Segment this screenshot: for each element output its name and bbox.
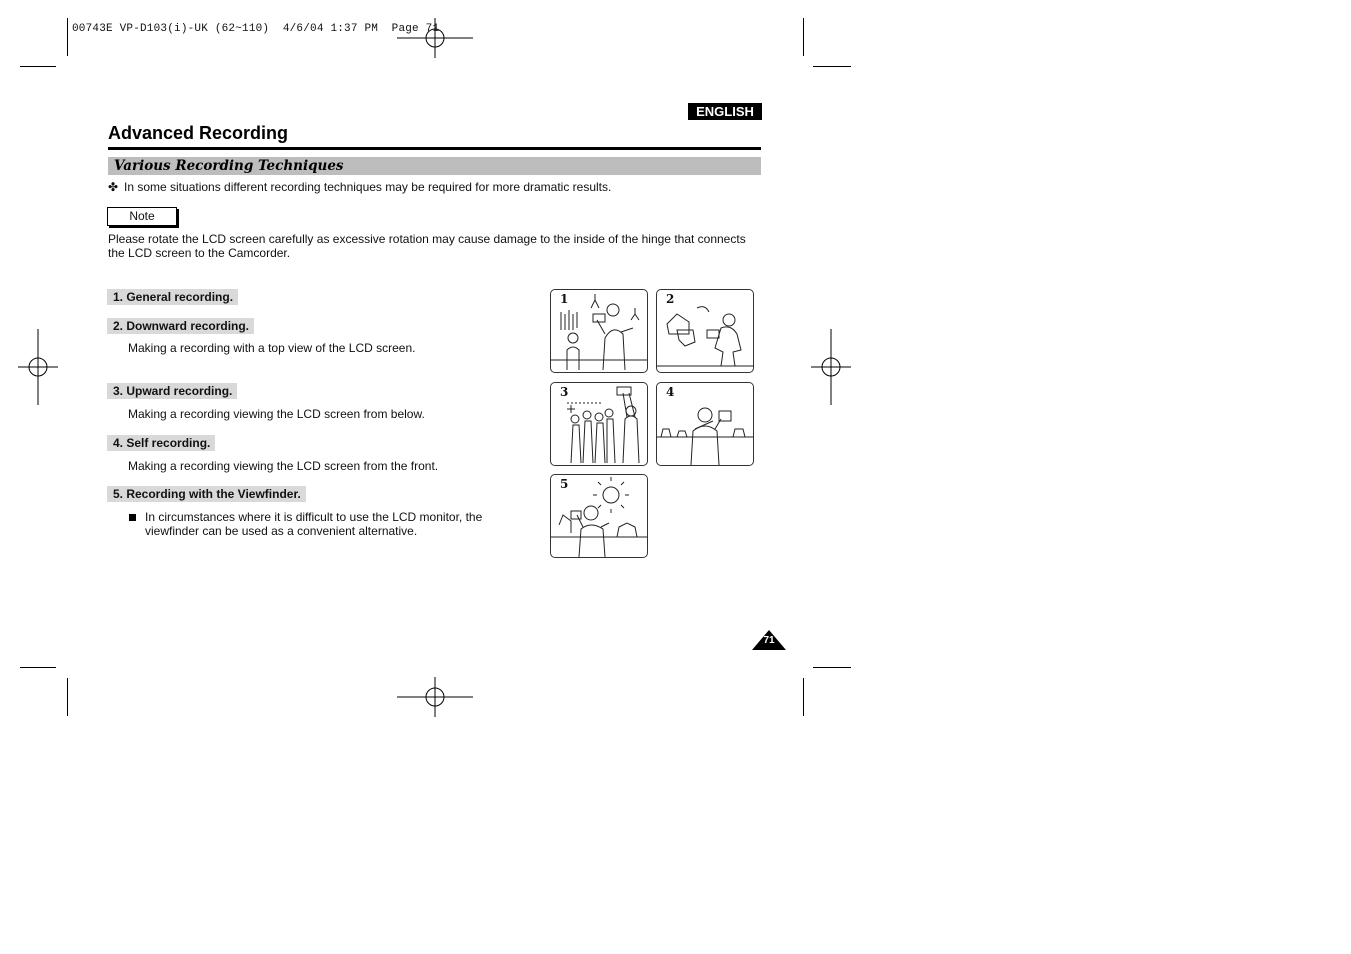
registration-mark-icon bbox=[397, 677, 473, 717]
step-4-description: Making a recording viewing the LCD screen from the front. bbox=[128, 459, 439, 473]
step-3-title: 3. Upward recording. bbox=[107, 383, 237, 399]
intro-paragraph bbox=[108, 180, 611, 194]
cross-bullet-icon: ✤ bbox=[108, 180, 119, 194]
print-slug-line: 00743E VP-D103(i)-UK (62~110) 4/6/04 1:37 PM Page 71 bbox=[72, 23, 440, 35]
crop-mark bbox=[67, 678, 68, 716]
step-2-description: Making a recording with a top view of the LCD screen. bbox=[128, 341, 416, 355]
square-bullet-icon bbox=[129, 514, 136, 521]
step-2-title: 2. Downward recording. bbox=[107, 318, 254, 334]
crop-mark bbox=[803, 678, 804, 716]
illustration-number: 1 bbox=[560, 292, 569, 306]
illustration-number: 5 bbox=[560, 477, 569, 491]
illustration-panel-4 bbox=[656, 382, 754, 466]
viewfinder-bullet-text: In circumstances where it is difficult to use the LCD monitor, the viewfinder can be used as a convenient alternative. bbox=[145, 510, 483, 538]
note-text: Please rotate the LCD screen carefully as excessive rotation may cause damage to the inside of the hinge that connects the LCD screen to the Camcorder. bbox=[108, 232, 746, 260]
illustration-panel-5 bbox=[550, 474, 648, 558]
intro-text: In some situations different recording techniques may be required for more dramatic results. bbox=[124, 180, 612, 194]
page-number: 71 bbox=[763, 635, 775, 646]
illustration-number: 3 bbox=[560, 385, 569, 399]
illustration-number: 2 bbox=[666, 292, 675, 306]
step-1-title: 1. General recording. bbox=[107, 289, 238, 305]
section-title: Various Recording Techniques bbox=[114, 158, 344, 174]
crop-mark bbox=[20, 66, 56, 67]
crop-mark bbox=[20, 667, 56, 668]
crop-mark bbox=[67, 18, 68, 56]
crop-mark bbox=[813, 66, 851, 67]
crop-mark bbox=[803, 18, 804, 56]
registration-mark-icon bbox=[18, 329, 58, 405]
section-header bbox=[108, 157, 761, 175]
illustration-panel-3 bbox=[550, 382, 648, 466]
illustration-panel-2 bbox=[656, 289, 754, 373]
note-label: Note bbox=[107, 207, 177, 226]
step-4-title: 4. Self recording. bbox=[107, 435, 215, 451]
page-number-badge bbox=[752, 630, 786, 650]
illustration-number: 4 bbox=[666, 385, 675, 399]
crop-mark bbox=[813, 667, 851, 668]
language-tab: ENGLISH bbox=[688, 103, 762, 120]
title-rule bbox=[108, 147, 761, 150]
registration-mark-icon bbox=[811, 329, 851, 405]
illustration-panel-1 bbox=[550, 289, 648, 373]
step-3-description: Making a recording viewing the LCD screen from below. bbox=[128, 407, 425, 421]
page-title: Advanced Recording bbox=[108, 123, 289, 143]
step-5-title: 5. Recording with the Viewfinder. bbox=[107, 486, 306, 502]
